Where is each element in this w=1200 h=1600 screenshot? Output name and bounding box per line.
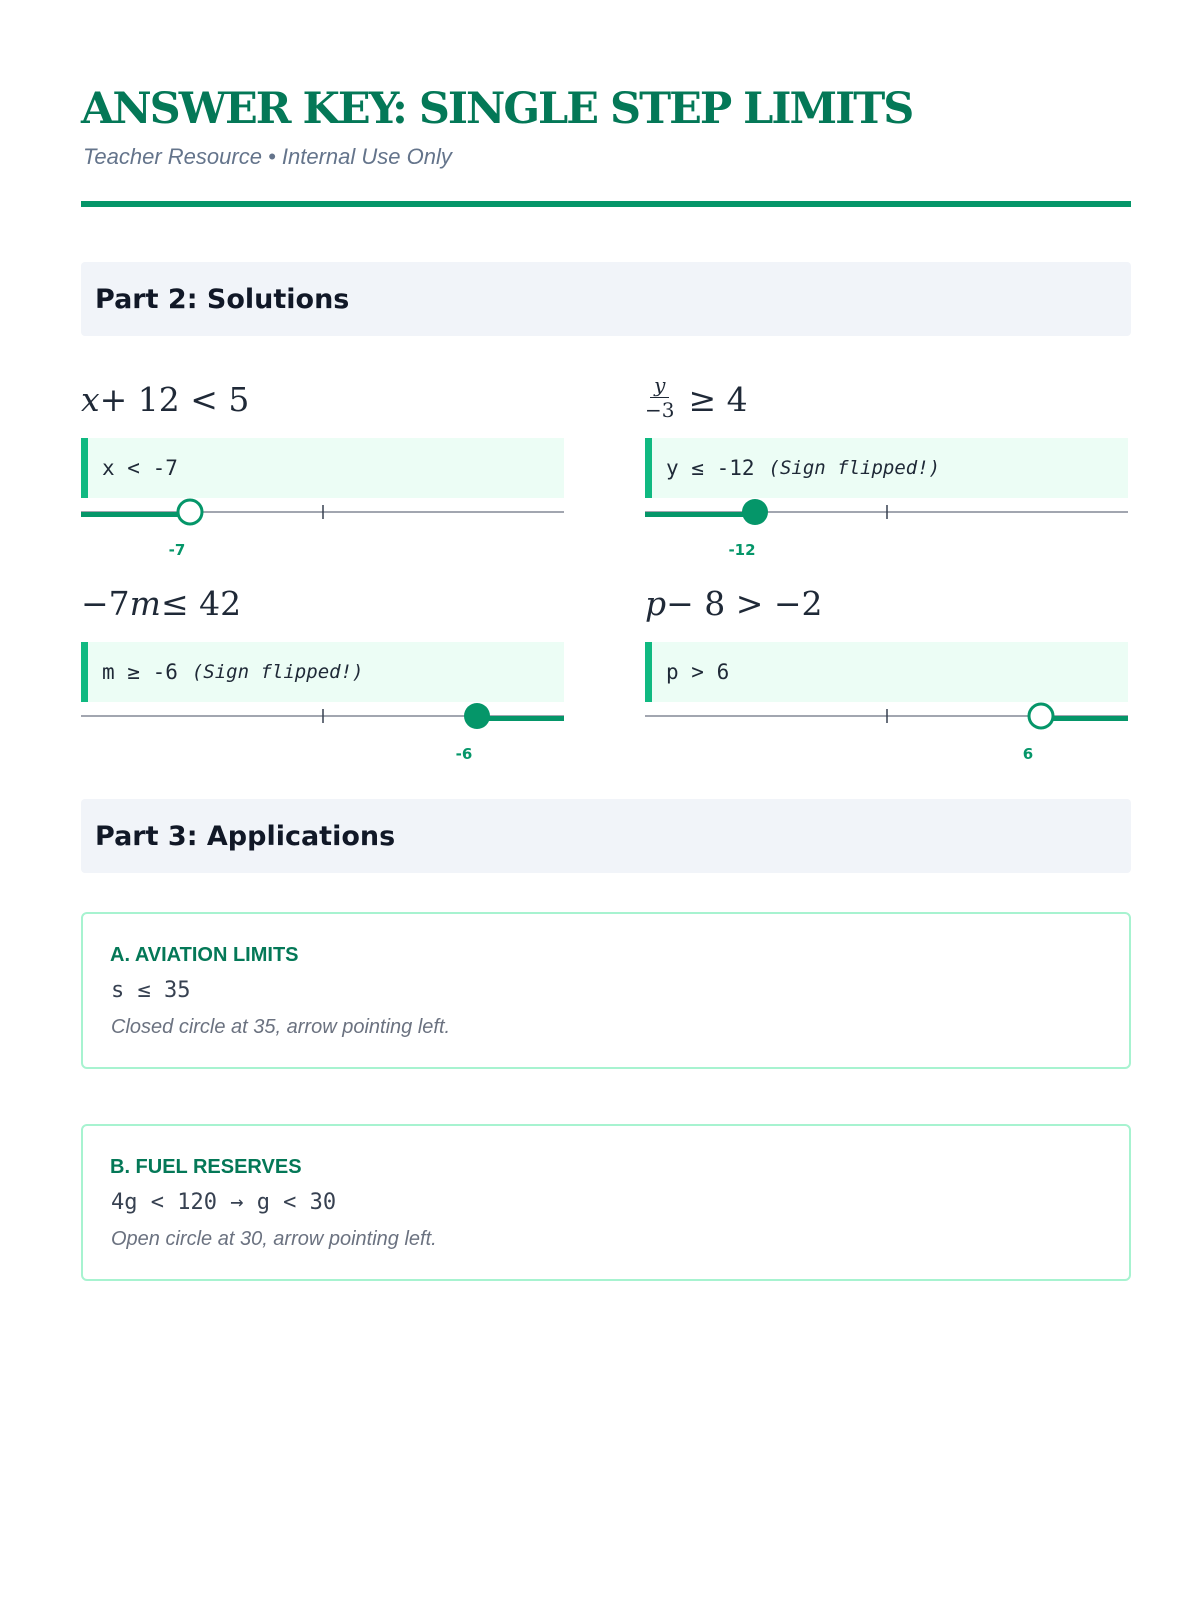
answer-box: [645, 642, 1128, 702]
number-line-graphic: [645, 702, 1128, 770]
problem-equation: [81, 376, 564, 422]
answer-box: [645, 438, 1128, 498]
equation-variable: x: [81, 379, 100, 419]
problem-card: [645, 580, 1128, 770]
answer-box: [81, 642, 564, 702]
number-line: [81, 702, 564, 770]
card-title: B. FUEL RESERVES: [110, 1156, 302, 1178]
equation-rest: − 8 > −2: [666, 583, 823, 623]
number-line: [645, 702, 1128, 770]
section-header-applications: [81, 799, 1131, 873]
answer-box: [81, 438, 564, 498]
endpoint-label: -6: [455, 745, 473, 763]
answer-text: y ≤ -12: [666, 456, 755, 480]
number-line: [81, 498, 564, 566]
equation-variable: m: [129, 583, 161, 623]
problem-equation: [645, 372, 1128, 422]
open-endpoint: [178, 500, 202, 524]
problem-card: [645, 372, 1128, 566]
equation-rest: ≥ 4: [688, 379, 748, 419]
section-header-solutions: [81, 262, 1131, 336]
card-description: Closed circle at 35, arrow pointing left.: [111, 1016, 451, 1038]
card-title: A. AVIATION LIMITS: [110, 944, 299, 966]
page-title: ANSWER KEY: SINGLE STEP LIMITS: [81, 84, 913, 134]
answer-text: p > 6: [666, 660, 730, 684]
endpoint-label: 6: [1022, 745, 1034, 763]
equation-rest: ≤ 42: [160, 583, 242, 623]
fraction-denominator: −3: [645, 397, 675, 422]
open-endpoint: [1029, 704, 1053, 728]
problem-card: [81, 580, 564, 770]
endpoint-label: -12: [728, 541, 756, 559]
section-title: Part 3: Applications: [95, 821, 396, 852]
answer-note: (Sign flipped!): [768, 457, 941, 479]
answer-text: x < -7: [102, 456, 178, 480]
number-line-graphic: [645, 498, 1128, 566]
problem-equation: [81, 580, 564, 626]
closed-endpoint: [464, 703, 490, 729]
equation-rest: + 12 < 5: [99, 379, 250, 419]
answer-note: (Sign flipped!): [191, 661, 364, 683]
equation-fraction: [645, 372, 675, 422]
section-title: Part 2: Solutions: [95, 284, 350, 315]
endpoint-label: -7: [168, 541, 186, 559]
closed-endpoint: [742, 499, 768, 525]
card-answer: s ≤ 35: [111, 978, 191, 1003]
answer-text: m ≥ -6: [102, 660, 178, 684]
card-answer: 4g < 120 → g < 30: [111, 1190, 337, 1215]
application-card: [81, 912, 1131, 1069]
problem-equation: [645, 580, 1128, 626]
number-line: [645, 498, 1128, 566]
number-line-graphic: [81, 702, 564, 770]
problem-card: [81, 376, 564, 566]
card-description: Open circle at 30, arrow pointing left.: [111, 1228, 437, 1250]
number-line-graphic: [81, 498, 564, 566]
application-card: [81, 1124, 1131, 1281]
equation-variable: p: [645, 583, 667, 623]
page-subtitle: Teacher Resource • Internal Use Only: [83, 144, 452, 169]
header-divider: [81, 201, 1131, 207]
fraction-numerator: y: [650, 375, 669, 398]
equation-coefficient: −7: [81, 583, 130, 623]
